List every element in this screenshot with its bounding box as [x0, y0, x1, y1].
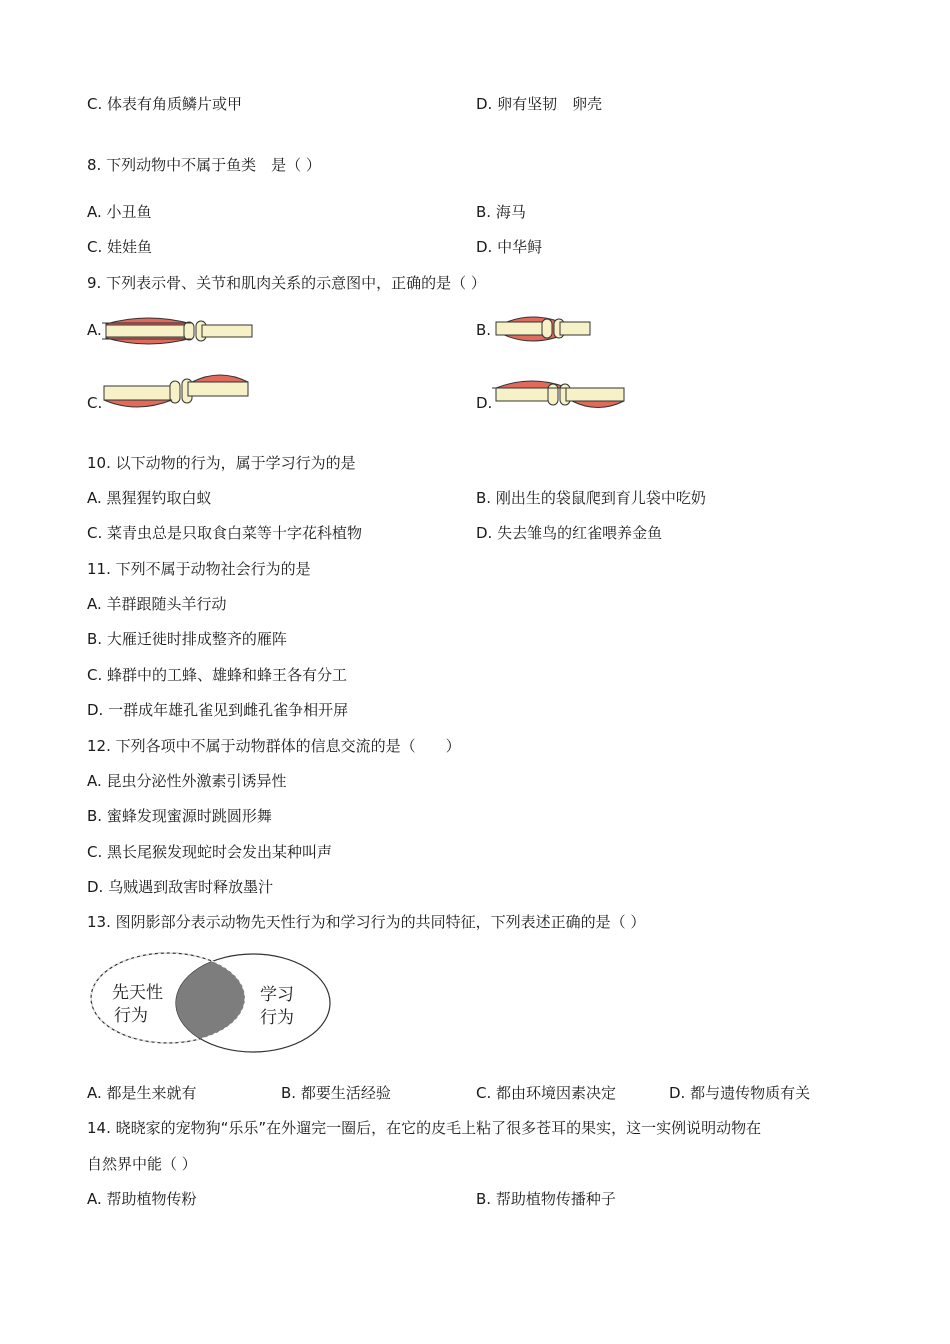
q12-option-b: B. 蜜蜂发现蜜源时跳圆形舞	[87, 807, 272, 825]
q9-option-b-label: B.	[476, 321, 492, 339]
q12-option-d: D. 乌贼遇到敌害时释放墨汁	[87, 878, 274, 896]
q14-option-a: A. 帮助植物传粉	[87, 1190, 197, 1208]
q10-option-a: A. 黑猩猩钓取白蚁	[87, 489, 212, 507]
q14-stem-line1: 14. 晓晓家的宠物狗“乐乐”在外遛完一圈后，在它的皮毛上粘了很多苍耳的果实，这一实例说明动物在	[87, 1119, 762, 1137]
q12-option-c: C. 黑长尾猴发现蛇时会发出某种叫声	[87, 843, 333, 861]
venn-left-label-2: 行为	[114, 1006, 148, 1026]
q10-option-c: C. 菜青虫总是只取食白菜等十字花科植物	[87, 524, 363, 542]
q10-option-b: B. 刚出生的袋鼠爬到育儿袋中吃奶	[476, 489, 706, 507]
venn-left-label-1: 先天性	[112, 983, 163, 1003]
q13-option-a: A. 都是生来就有	[87, 1084, 197, 1102]
q10-option-d: D. 失去雏鸟的红雀喂养金鱼	[476, 524, 663, 542]
q11-option-a: A. 羊群跟随头羊行动	[87, 595, 227, 613]
q12-option-a: A. 昆虫分泌性外激素引诱异性	[87, 772, 287, 790]
q8-option-c: C. 娃娃鱼	[87, 238, 153, 256]
q11-option-b: B. 大雁迁徙时排成整齐的雁阵	[87, 630, 287, 648]
q7-option-d: D. 卵有坚韧 卵壳	[476, 95, 603, 113]
q8-option-d: D. 中华鲟	[476, 238, 543, 256]
q8-stem: 8. 下列动物中不属于鱼类 是（ ）	[87, 156, 321, 174]
q13-option-c: C. 都由环境因素决定	[476, 1084, 617, 1102]
q12-stem: 12. 下列各项中不属于动物群体的信息交流的是（ ）	[87, 737, 461, 755]
q11-option-d: D. 一群成年雄孔雀见到雌孔雀争相开屏	[87, 701, 349, 719]
q8-option-a: A. 小丑鱼	[87, 203, 152, 221]
q7-option-c: C. 体表有角质鳞片或甲	[87, 95, 243, 113]
q13-option-b: B. 都要生活经验	[281, 1084, 391, 1102]
q9-figure-c	[102, 370, 254, 414]
q8-option-b: B. 海马	[476, 203, 526, 221]
q13-option-d: D. 都与遗传物质有关	[669, 1084, 811, 1102]
q9-stem: 9. 下列表示骨、关节和肌肉关系的示意图中，正确的是（ ）	[87, 274, 486, 292]
q10-stem: 10. 以下动物的行为，属于学习行为的是	[87, 454, 356, 472]
q11-stem: 11. 下列不属于动物社会行为的是	[87, 560, 311, 578]
q9-option-d-label: D.	[476, 394, 493, 412]
q9-figure-a	[102, 310, 258, 350]
venn-right-label-2: 行为	[260, 1008, 294, 1028]
q9-figure-d	[492, 374, 632, 414]
q9-option-a-label: A.	[87, 321, 102, 339]
q11-option-c: C. 蜂群中的工蜂、雄蜂和蜂王各有分工	[87, 666, 348, 684]
q14-stem-line2: 自然界中能（ ）	[87, 1155, 197, 1173]
q13-stem: 13. 图阴影部分表示动物先天性行为和学习行为的共同特征，下列表述正确的是（ ）	[87, 913, 646, 931]
q14-option-b: B. 帮助植物传播种子	[476, 1190, 616, 1208]
q13-venn-diagram	[88, 950, 334, 1054]
q9-figure-b	[492, 308, 596, 350]
q9-option-c-label: C.	[87, 394, 103, 412]
venn-right-label-1: 学习	[260, 985, 294, 1005]
